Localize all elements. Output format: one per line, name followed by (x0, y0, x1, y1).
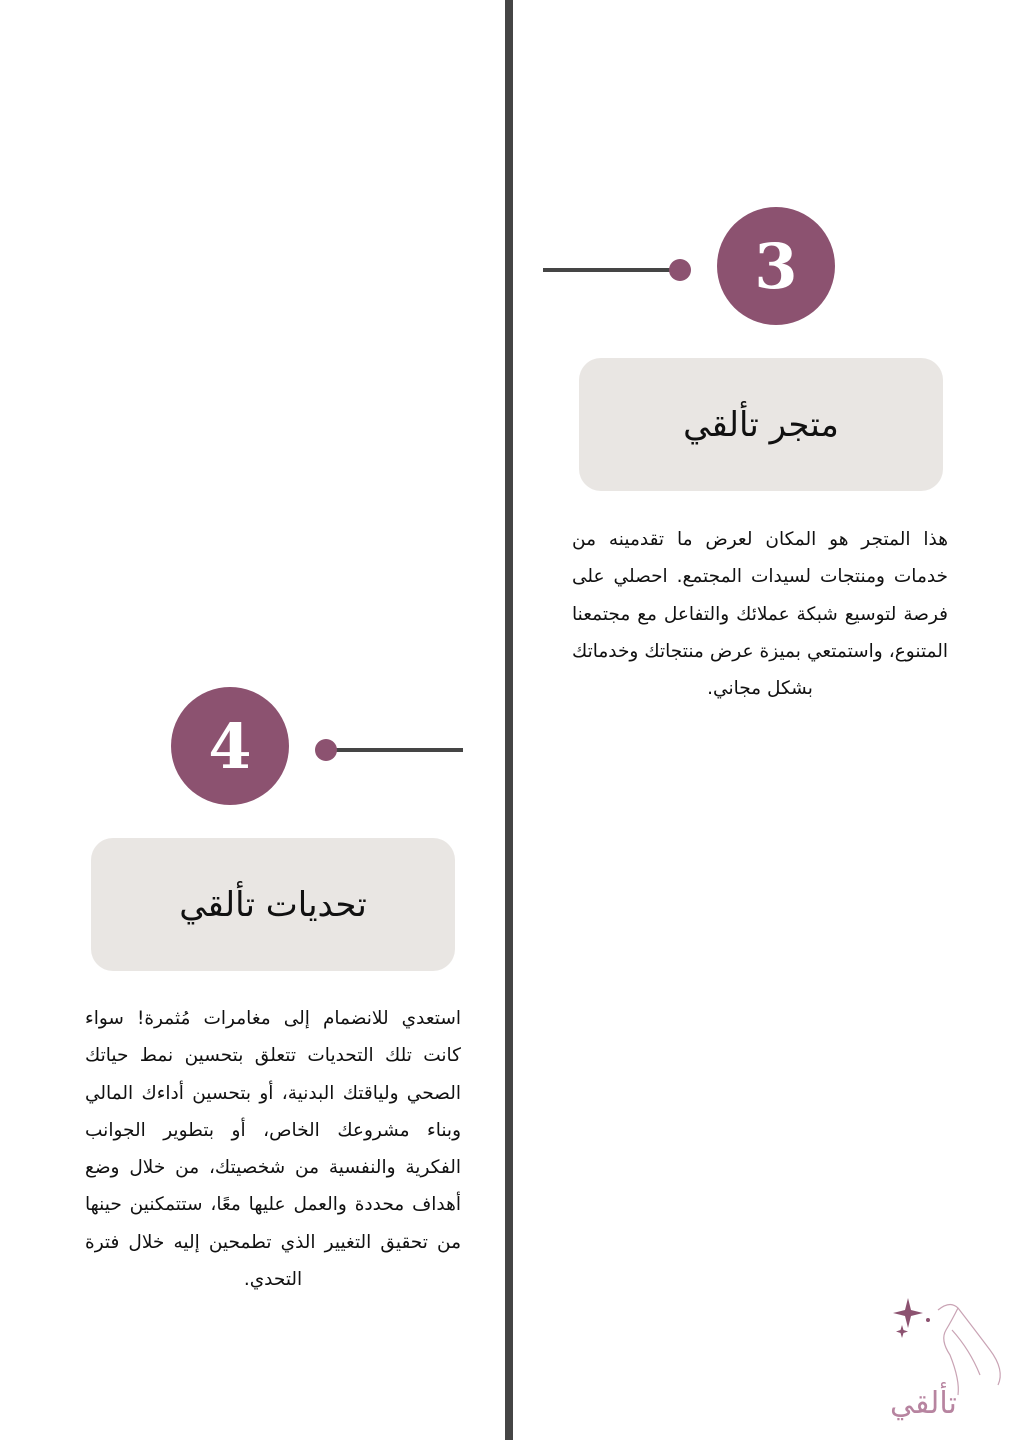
logo-text: تألقي (890, 1386, 957, 1421)
connector-dot (669, 259, 691, 281)
connector-line (543, 268, 683, 272)
step-title-card: متجر تألقي (579, 358, 943, 491)
step-number-badge: 4 (171, 687, 289, 805)
step-description: هذا المتجر هو المكان لعرض ما تقدمينه من خدمات ومنتجات لسيدات المجتمع. احصلي على فرصة لتوسيع شبكة عملائك والتفاعل مع مجتمعنا المتنوع، واستمتعي بميزة عرض منتجاتك وخدماتك بشكل مجاني. (572, 529, 948, 700)
connector-dot (315, 739, 337, 761)
connector-line (325, 748, 463, 752)
brand-logo (880, 1290, 1010, 1430)
step-number-badge: 3 (717, 207, 835, 325)
step-title-card: تحديات تألقي (91, 838, 455, 971)
step-description: استعدي للانضمام إلى مغامرات مُثمرة! سواء كانت تلك التحديات تتعلق بتحسين نمط حياتك الصحي ولياقتك البدنية، أو بتحسين أداءك المالي وبناء مشروعك الخاص، أو بتطوير الجوانب الفكرية والنفسية من شخصيتك، من خلال وضع أهداف محددة والعمل عليها معًا، ستتمكنين حينها من تحقيق التغيير الذي تطمحين إليه خلال فترة التحدي. (85, 1008, 461, 1291)
timeline-vertical-line (505, 0, 513, 1440)
